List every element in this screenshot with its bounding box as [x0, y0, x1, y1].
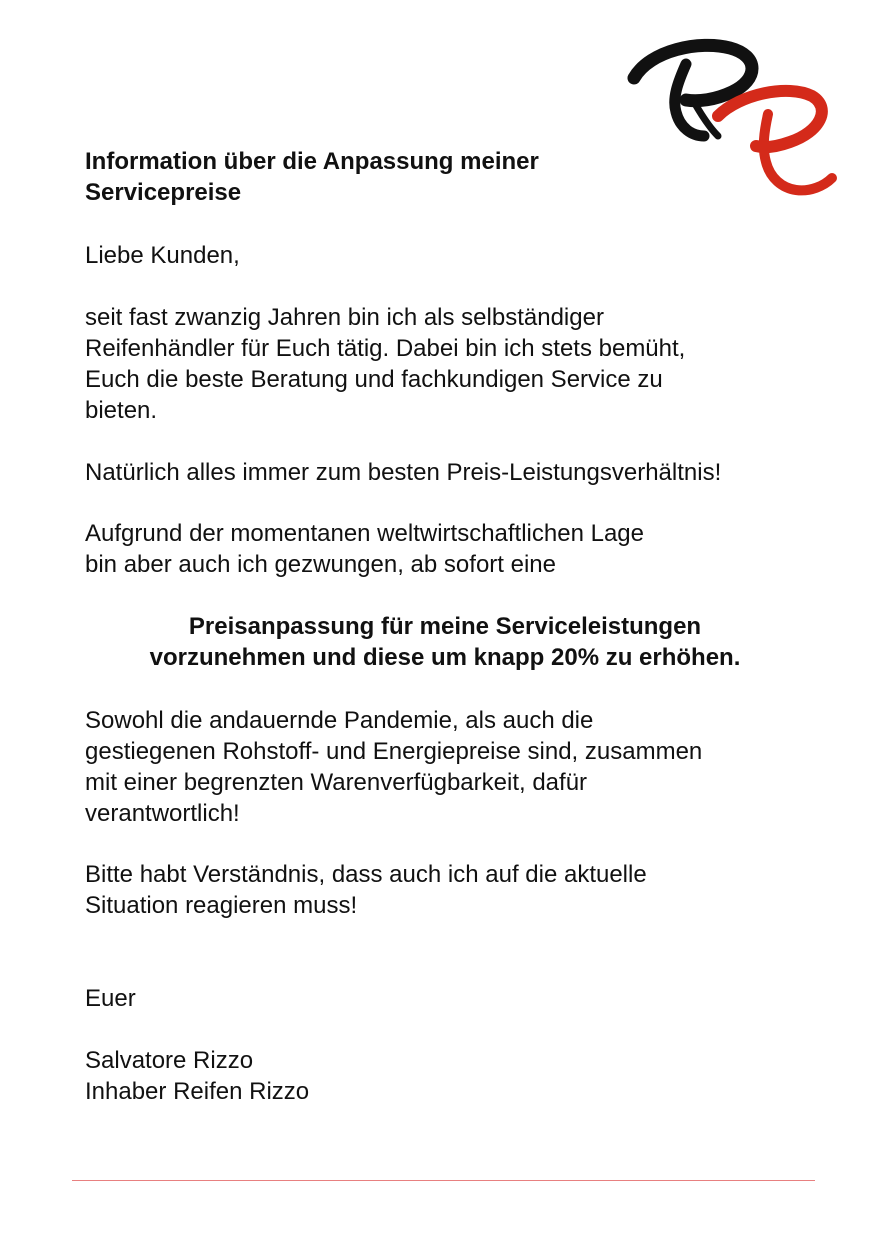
- paragraph-line: bieten.: [85, 397, 158, 424]
- signature-name: Salvatore Rizzo: [85, 1047, 254, 1074]
- signature-block: [85, 1045, 309, 1107]
- greeting: Liebe Kunden,: [85, 242, 240, 269]
- footer-divider: [72, 1180, 815, 1181]
- notice-line: vorzunehmen und diese um knapp 20% zu erhöhen.: [149, 644, 741, 671]
- logo-red-r: [718, 91, 832, 191]
- rr-logo: [620, 36, 840, 206]
- paragraph-line: Reifenhändler für Euch tätig. Dabei bin ich stets bemüht,: [85, 335, 686, 362]
- paragraph-line: mit einer begrenzten Warenverfügbarkeit, dafür: [85, 769, 588, 796]
- heading-line: Servicepreise: [85, 179, 242, 206]
- logo-black-r: [634, 45, 752, 136]
- paragraph-line: Situation reagieren muss!: [85, 892, 358, 919]
- price-adjustment-notice: [0, 611, 890, 673]
- paragraph-line: Bitte habt Verständnis, dass auch ich auf die aktuelle: [85, 861, 647, 888]
- paragraph-line: Euch die beste Beratung und fachkundigen Service zu: [85, 366, 663, 393]
- paragraph-intro: [85, 302, 685, 426]
- paragraph-line: gestiegenen Rohstoff- und Energiepreise sind, zusammen: [85, 738, 703, 765]
- paragraph-line: verantwortlich!: [85, 800, 240, 827]
- paragraph-line: seit fast zwanzig Jahren bin ich als selbständiger: [85, 304, 604, 331]
- paragraph-line: Sowohl die andauernde Pandemie, als auch die: [85, 707, 594, 734]
- closing: Euer: [85, 985, 136, 1012]
- paragraph-line: Aufgrund der momentanen weltwirtschaftlichen Lage: [85, 520, 644, 547]
- paragraph-causes: [85, 705, 702, 829]
- paragraph-reason: [85, 518, 644, 580]
- paragraph-request: [85, 859, 647, 921]
- heading-line: Information über die Anpassung meiner: [85, 148, 539, 175]
- signature-title: Inhaber Reifen Rizzo: [85, 1078, 310, 1105]
- notice-line: Preisanpassung für meine Serviceleistungen: [188, 613, 702, 640]
- letter-heading: [85, 146, 539, 208]
- paragraph-value: Natürlich alles immer zum besten Preis-Leistungsverhältnis!: [85, 459, 722, 486]
- paragraph-line: bin aber auch ich gezwungen, ab sofort eine: [85, 551, 556, 578]
